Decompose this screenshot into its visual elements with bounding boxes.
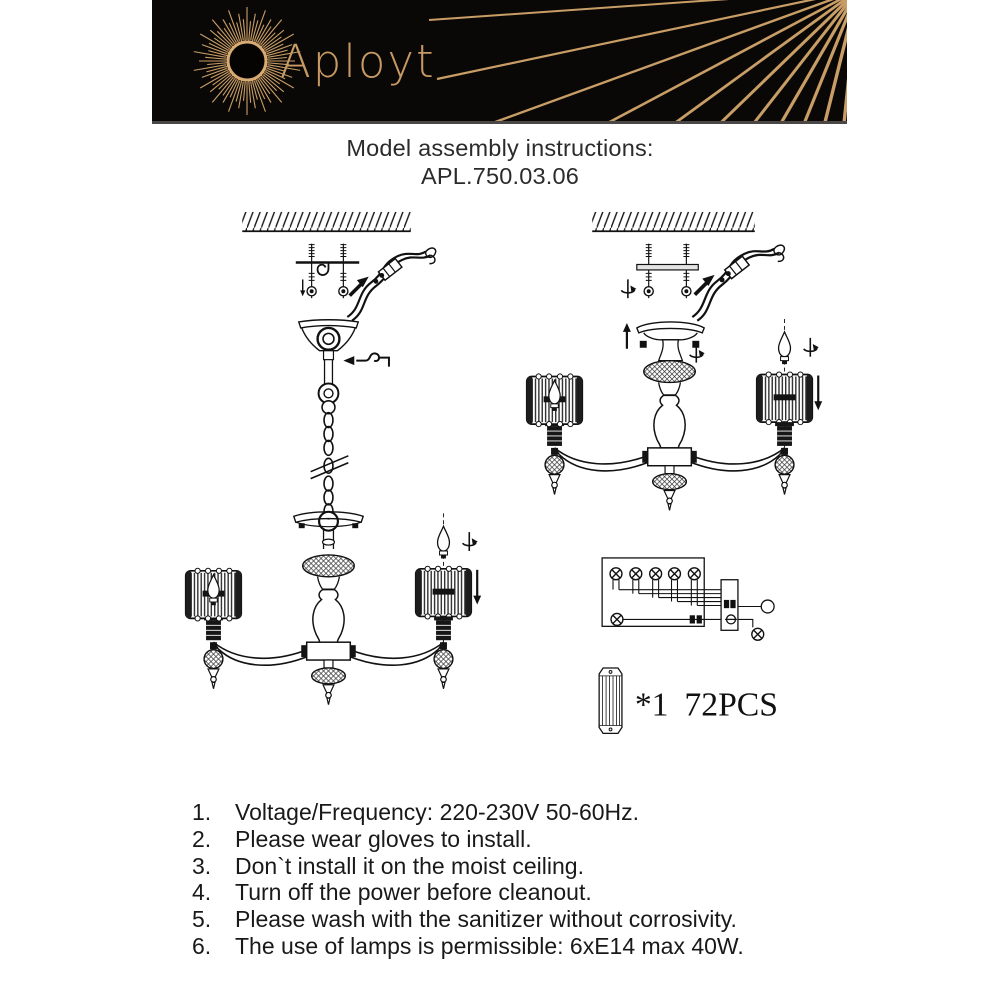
mounting-bar: [637, 264, 698, 269]
title-block: [0, 134, 1000, 190]
diagram-chain-hanging-install: [186, 212, 481, 705]
crystal-prism-drawing: [599, 668, 622, 733]
top-plate: [294, 512, 363, 549]
terminal-block: [721, 580, 738, 631]
lamp-cross-circle-icon: [752, 628, 764, 640]
lamp-cross-circle-icon: [610, 568, 700, 580]
crystal-part-note: [599, 668, 778, 733]
item-text: Please wear gloves to install.: [235, 825, 532, 852]
item-text: Please wash with the sanitizer without corrosivity.: [235, 906, 737, 933]
center-column: [301, 555, 356, 705]
ceiling-hatch: [592, 212, 755, 231]
center-column: [642, 361, 697, 511]
lock-nut: [640, 341, 647, 348]
right-arm: [348, 642, 443, 665]
wire-connector: [692, 245, 784, 321]
hook-tool: [343, 353, 389, 366]
brand-logo-text: Aployt: [280, 35, 436, 88]
item-text: Turn off the power before cleanout.: [235, 879, 592, 906]
neutral-terminal-icon: [761, 600, 774, 613]
header-banner: [152, 0, 847, 124]
lamp-cross-circle-icon: [611, 613, 623, 625]
up-arrow-icon: [623, 323, 631, 349]
arm-tip-assembled-shade: [527, 374, 583, 495]
item-number: 2.: [192, 825, 212, 852]
item-number: 4.: [192, 879, 212, 906]
ceiling-hook: [318, 263, 329, 275]
item-number: 3.: [192, 852, 212, 879]
ceiling-hatch: [242, 212, 411, 231]
list-item: [192, 879, 744, 906]
chain: [311, 413, 349, 519]
item-text: Voltage/Frequency: 220-230V 50-60Hz.: [235, 799, 640, 825]
crystal-pieces-count: 72PCS: [684, 686, 779, 724]
header-banner-art: [152, 0, 847, 121]
chandelier-body: [186, 512, 481, 705]
right-arm: [689, 448, 784, 471]
list-item: [192, 933, 744, 960]
model-number: APL.750.03.06: [420, 163, 580, 189]
item-number: 1.: [192, 799, 212, 825]
corner-rays-decoration: [429, 0, 847, 121]
crystal-quantity-mark: *1: [634, 686, 669, 724]
wire-connector: [347, 248, 435, 321]
down-arrow-icon: [300, 279, 305, 296]
mounting-screws: [296, 244, 359, 299]
ceiling-plate: [637, 322, 705, 363]
arm-tip-exploded-candle-shade: [416, 513, 481, 688]
canopy-loop: [318, 328, 340, 350]
left-arm: [213, 642, 308, 665]
item-number: 5.: [192, 906, 212, 933]
item-text: The use of lamps is permissible: 6xE14 max 40W.: [235, 932, 744, 959]
lamp-wiring: [613, 580, 721, 606]
wiring-diagram: [602, 558, 774, 640]
list-item: [192, 826, 744, 853]
list-item: [192, 906, 744, 933]
assembly-diagrams: [0, 205, 1000, 780]
ceiling-canopy: [299, 320, 358, 360]
arm-tip-assembled-shade: [186, 568, 242, 689]
left-arm: [555, 448, 650, 471]
rotate-arrow-icon: [621, 279, 636, 298]
hanger-rod: [319, 360, 339, 414]
arm-tip-exploded-candle-shade: [757, 319, 822, 494]
diagram-flush-mount-install: [527, 212, 822, 510]
list-item: [192, 853, 744, 880]
mounting-rods: [621, 244, 698, 299]
list-item: [192, 799, 744, 826]
wire-connector-block: [690, 616, 694, 623]
page-title: Model assembly instructions:: [346, 135, 654, 161]
item-text: Don`t install it on the moist ceiling.: [235, 852, 584, 879]
instructions-list: [192, 799, 744, 960]
item-number: 6.: [192, 932, 212, 959]
